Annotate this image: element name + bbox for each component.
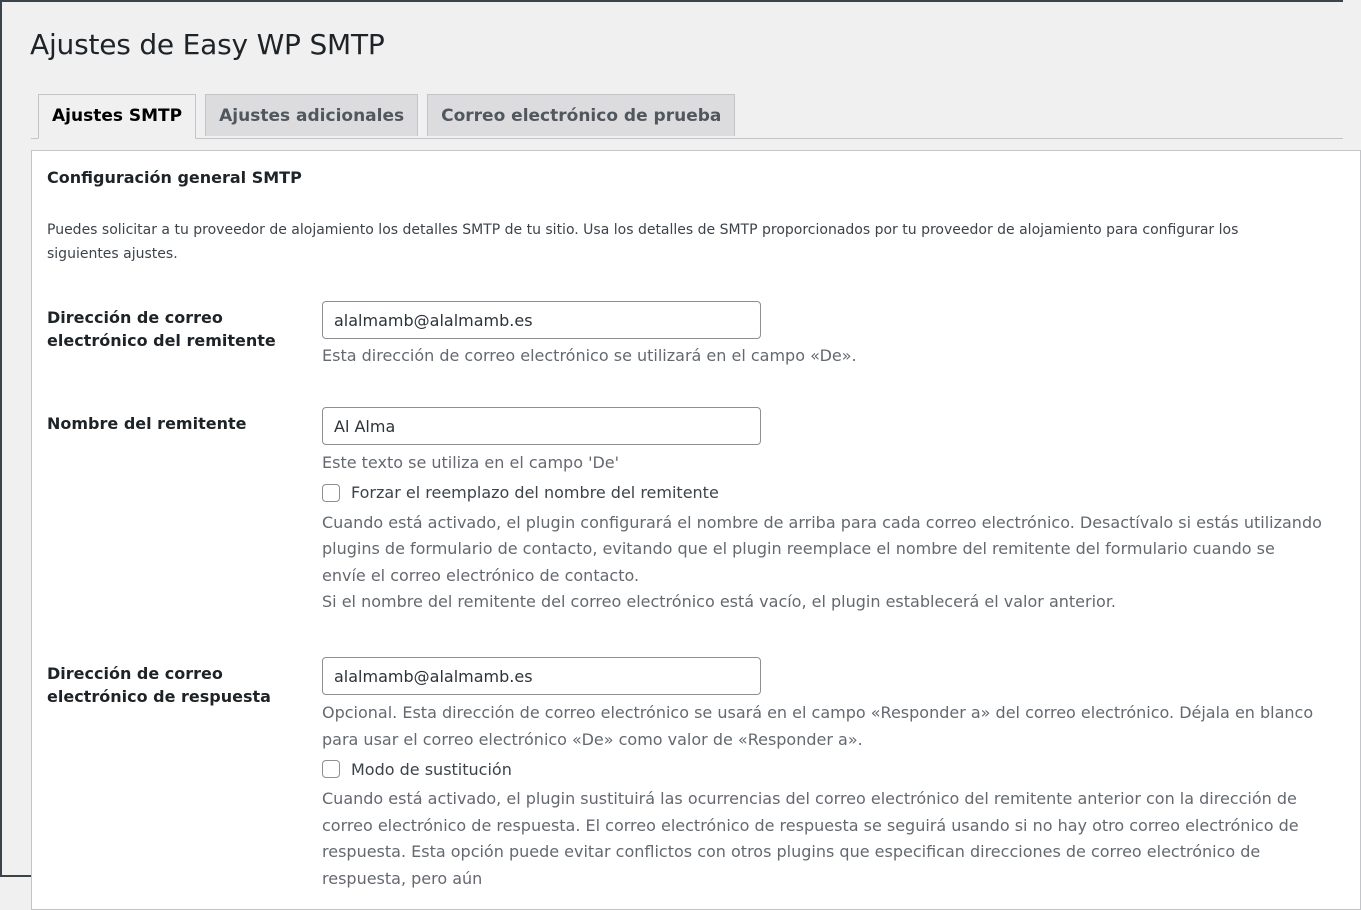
force-from-name-description: Cuando está activado, el plugin configurará el nombre de arriba para cada correo electrónico. Desactívalo si estás utilizando plugins de formulario de contacto, evitando que el plugin reemplace el nombre del remitente del formulario cuando se envíe el correo electrónico de contacto. [322,512,1322,585]
from-email-label: Dirección de correo electrónico del remitente [47,308,276,350]
settings-panel [31,150,1361,910]
from-name-field-group [322,407,1322,616]
from-name-description: Este texto se utiliza en el campo 'De' [322,453,620,472]
force-from-name-note: Si el nombre del remitente del correo electrónico está vacío, el plugin establecerá el valor anterior. [322,592,1117,611]
from-email-description: Esta dirección de correo electrónico se utilizará en el campo «De». [322,346,857,365]
reply-to-description: Opcional. Esta dirección de correo electrónico se usará en el campo «Responder a» del correo electrónico. Déjala en blanco para usar el correo electrónico «De» como valor de «Responder a». [322,703,1314,749]
section-intro: Puedes solicitar a tu proveedor de alojamiento los detalles SMTP de tu sitio. Usa los detalles de SMTP proporcionados por tu proveedor de alojamiento para configurar los siguientes ajustes. [47,222,1239,262]
substitution-mode-row[interactable] [322,755,1322,783]
tab-additional-settings[interactable]: Ajustes adicionales [205,94,418,136]
substitution-mode-checkbox[interactable] [322,760,340,778]
from-email-input[interactable] [322,301,761,339]
section-title: Configuración general SMTP [47,168,302,187]
from-name-input[interactable] [322,407,761,445]
force-from-name-row[interactable] [322,479,1322,507]
tab-smtp-settings[interactable]: Ajustes SMTP [38,94,196,139]
reply-to-label: Dirección de correo electrónico de respuesta [47,664,271,706]
page-title: Ajustes de Easy WP SMTP [30,28,385,61]
reply-to-input[interactable] [322,657,761,695]
substitution-mode-label: Modo de sustitución [351,759,512,779]
tab-bar [38,94,735,139]
substitution-mode-description: Cuando está activado, el plugin sustituirá las ocurrencias del correo electrónico del remitente anterior con la dirección de correo electrónico de respuesta. El correo electrónico de respuesta se seguirá usando si no hay otro correo electrónico de respuesta. Esta opción puede evitar conflictos con otros plugins que especifican direcciones de correo electrónico de respuesta, pero aún [322,789,1299,888]
from-name-label: Nombre del remitente [47,414,247,433]
from-email-field-group [322,301,1322,370]
force-from-name-checkbox[interactable] [322,484,340,502]
reply-to-field-group [322,657,1322,892]
tab-divider [31,138,1343,139]
tab-test-email[interactable]: Correo electrónico de prueba [427,94,735,136]
force-from-name-label: Forzar el reemplazo del nombre del remitente [351,483,719,502]
